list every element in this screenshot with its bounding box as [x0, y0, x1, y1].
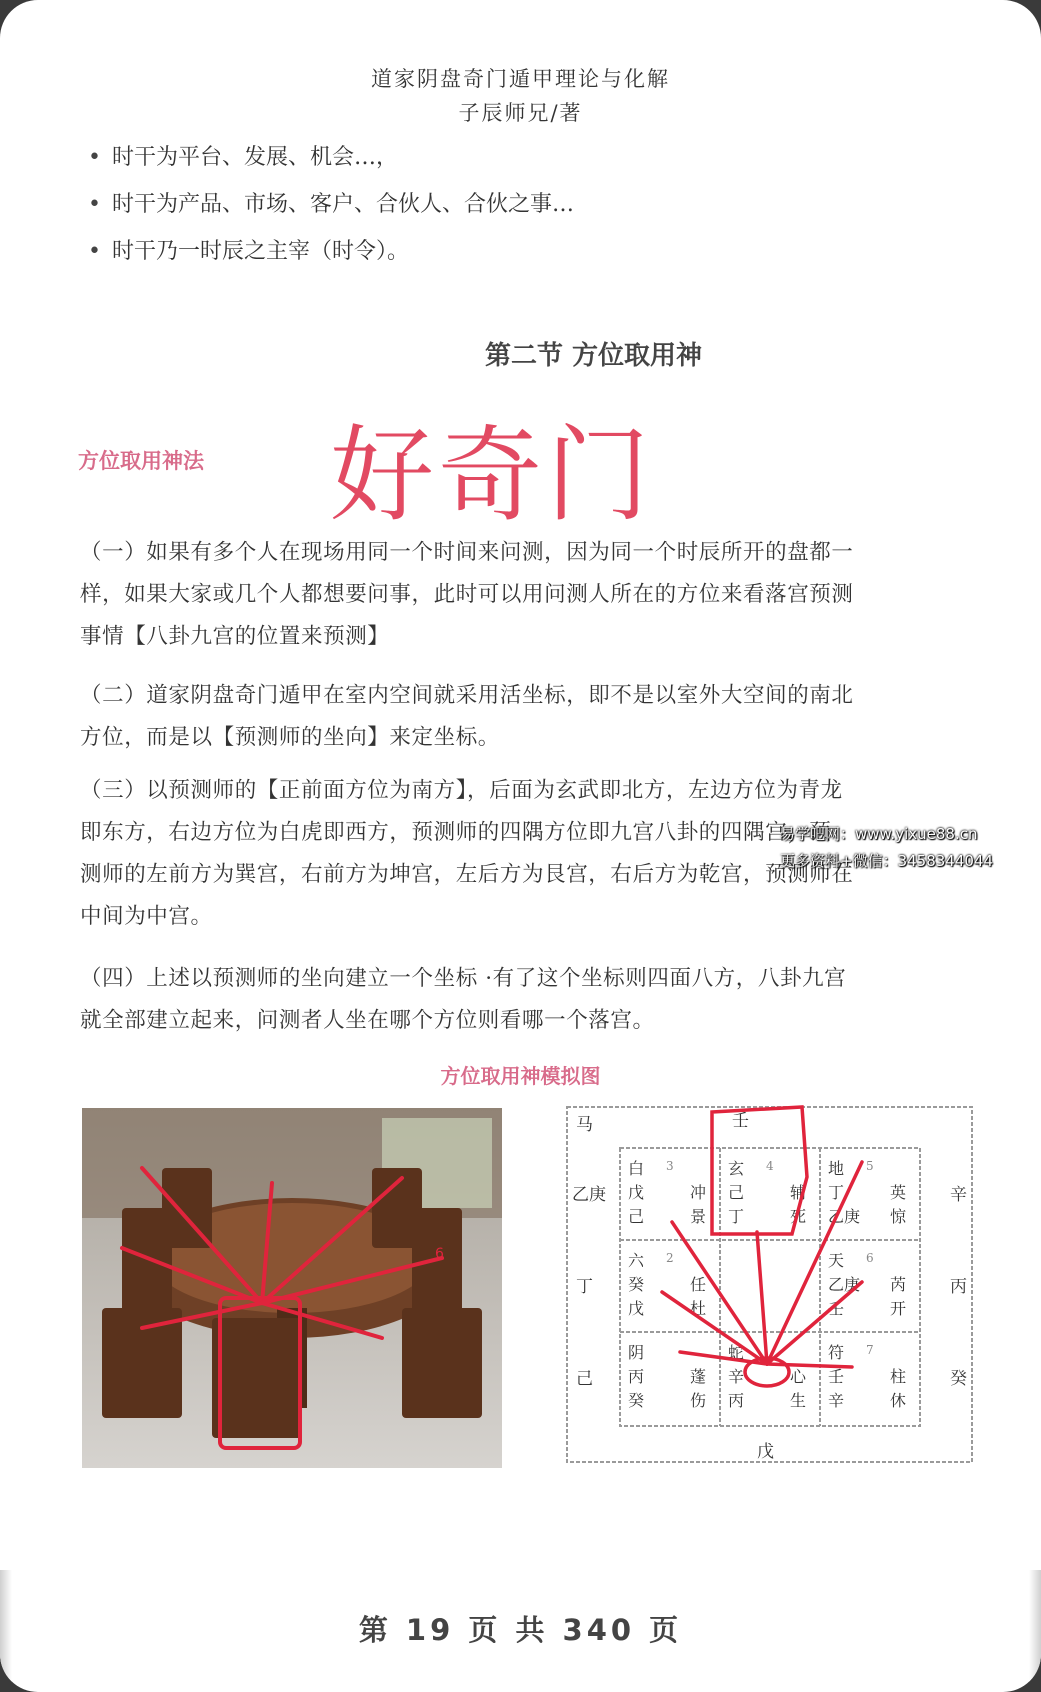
- bullet-item: • 时干乃一时辰之主宰（时令）。: [88, 234, 574, 281]
- palace-char: 惊: [890, 1207, 907, 1226]
- bullet-dot-icon: •: [88, 145, 101, 170]
- palace-char: 英: [890, 1183, 907, 1202]
- palace-char: 丙: [728, 1391, 745, 1410]
- section-title: 第二节 方位取用神: [485, 341, 703, 371]
- palace-char: 杜: [690, 1299, 707, 1318]
- paragraph-2: （二）道家阴盘奇门遁甲在室内空间就采用活坐标，即不是以室外大空间的南北 方位，而是以【预测师的坐向】来定坐标。: [80, 683, 854, 750]
- palace-char: 乙庚: [828, 1275, 861, 1294]
- palace-char: 辅: [790, 1183, 807, 1202]
- watermark-line-2: 更多资料+微信：3458344044: [780, 852, 994, 870]
- author-line: 子辰师兄/著: [458, 101, 583, 125]
- palace-char: 死: [790, 1207, 807, 1226]
- palace-char: 生: [790, 1391, 807, 1410]
- palace-char: 辛: [828, 1391, 845, 1410]
- palace-number: 5: [866, 1159, 874, 1173]
- palace-char: 景: [690, 1207, 707, 1226]
- palace-char: 符: [828, 1343, 845, 1362]
- palace-char: 心: [790, 1367, 807, 1386]
- paragraph-1: （一）如果有多个人在现场用同一个时间来问测，因为同一个时辰所开的盘都一 样，如果大家或几个人都想要问事，此时可以用问测人所在的方位来看落宫预测 事情【八卦九宫的位置来预测】: [80, 540, 854, 649]
- bullet-list: [88, 140, 574, 281]
- palace-char: 柱: [890, 1367, 907, 1386]
- palace-char: 白: [628, 1159, 645, 1178]
- palace-char: 任: [690, 1275, 707, 1294]
- palace-char: 壬: [828, 1367, 845, 1386]
- palace-char: 壬: [828, 1299, 845, 1318]
- palace-number: 3: [666, 1159, 674, 1173]
- outer-top-left-label: 马: [576, 1115, 593, 1135]
- palace-char: 六: [628, 1251, 645, 1270]
- palace-cell: [828, 1251, 906, 1318]
- palace-char: 癸: [628, 1391, 645, 1410]
- palace-char: 天: [828, 1251, 845, 1270]
- palace-char: 蓬: [690, 1367, 707, 1386]
- palace-char: 丙: [628, 1367, 645, 1386]
- figure-caption: 方位取用神模拟图: [440, 1064, 601, 1088]
- palace-char: 玄: [728, 1159, 745, 1178]
- outer-left-top-label: 乙庚: [572, 1185, 606, 1205]
- palace-char: 乙庚: [828, 1207, 861, 1226]
- palace-char: 开: [890, 1299, 907, 1318]
- palace-cell: [728, 1159, 806, 1226]
- outer-right-top-label: 辛: [950, 1185, 967, 1205]
- book-title: 道家阴盘奇门遁甲理论与化解: [371, 67, 670, 91]
- outer-top-label: 壬: [732, 1111, 749, 1131]
- palace-number: 7: [866, 1343, 874, 1357]
- palace-number: 2: [666, 1251, 674, 1265]
- palace-char: 癸: [628, 1275, 645, 1294]
- nine-palace-diagram: [562, 1102, 982, 1472]
- dining-table-photo: [82, 1108, 502, 1468]
- bullet-item: • 时干为产品、市场、客户、合伙人、合伙之事…: [88, 187, 574, 234]
- outer-bottom-label: 戊: [757, 1442, 774, 1462]
- outer-right-mid-label: 丙: [950, 1277, 967, 1297]
- palace-cell: [628, 1251, 706, 1318]
- palace-char: 休: [890, 1391, 907, 1410]
- palace-number: 6: [866, 1251, 874, 1265]
- palace-char: 己: [728, 1183, 745, 1202]
- palace-char: 己: [628, 1207, 645, 1226]
- page-header: [0, 62, 1041, 130]
- palace-char: 冲: [690, 1183, 707, 1202]
- palace-cell: [628, 1159, 706, 1226]
- palace-char: 戊: [628, 1183, 645, 1202]
- sub-heading: 方位取用神法: [78, 449, 204, 473]
- outer-right-bot-label: 癸: [950, 1369, 967, 1389]
- palace-char: 辛: [728, 1367, 745, 1386]
- palace-char: 芮: [890, 1275, 907, 1294]
- page-edge-right: [1029, 1570, 1041, 1690]
- photo-annotation-number: 6: [435, 1246, 444, 1262]
- paragraph-3: （三）以预测师的【正前面方位为南方】，后面为玄武即北方，左边方位为青龙 即东方，右边方位为白虎即西方，预测师的四隅方位即九宫八卦的四隅宫，预 测师的左前方为巽宫，右前方为坤宫，左后方为艮宫，右后方为乾宫，预测师在 中间为中宫。: [80, 778, 854, 929]
- outer-left-mid-label: 丁: [576, 1277, 593, 1297]
- paragraph-4: （四）上述以预测师的坐向建立一个坐标 ·有了这个坐标则四面八方，八卦九宫 就全部建立起来，问测者人坐在哪个方位则看哪一个落宫。: [80, 966, 847, 1033]
- palace-char: 阴: [628, 1343, 645, 1362]
- outer-left-bot-label: 己: [576, 1369, 593, 1389]
- palace-char: 丁: [828, 1183, 845, 1202]
- palace-char: 蛇: [728, 1343, 745, 1362]
- palace-cells: [628, 1159, 907, 1410]
- bullet-dot-icon: •: [88, 239, 101, 264]
- bullet-item: • 时干为平台、发展、机会…，: [88, 140, 574, 187]
- bullet-dot-icon: •: [88, 192, 101, 217]
- palace-char: 伤: [690, 1391, 707, 1410]
- palace-char: 戊: [628, 1299, 645, 1318]
- palace-cell: [828, 1159, 907, 1226]
- page-footer: 第 19 页 共 340 页: [358, 1613, 683, 1647]
- handwritten-overlay: 好奇门: [330, 414, 655, 536]
- palace-char: 丁: [728, 1207, 745, 1226]
- palace-number: 4: [766, 1159, 774, 1173]
- watermark-line-1: 易学吧网：www.yixue88.cn: [780, 825, 978, 843]
- palace-cell: [828, 1343, 906, 1410]
- page-edge-left: [0, 1570, 12, 1690]
- palace-char: 地: [828, 1159, 845, 1178]
